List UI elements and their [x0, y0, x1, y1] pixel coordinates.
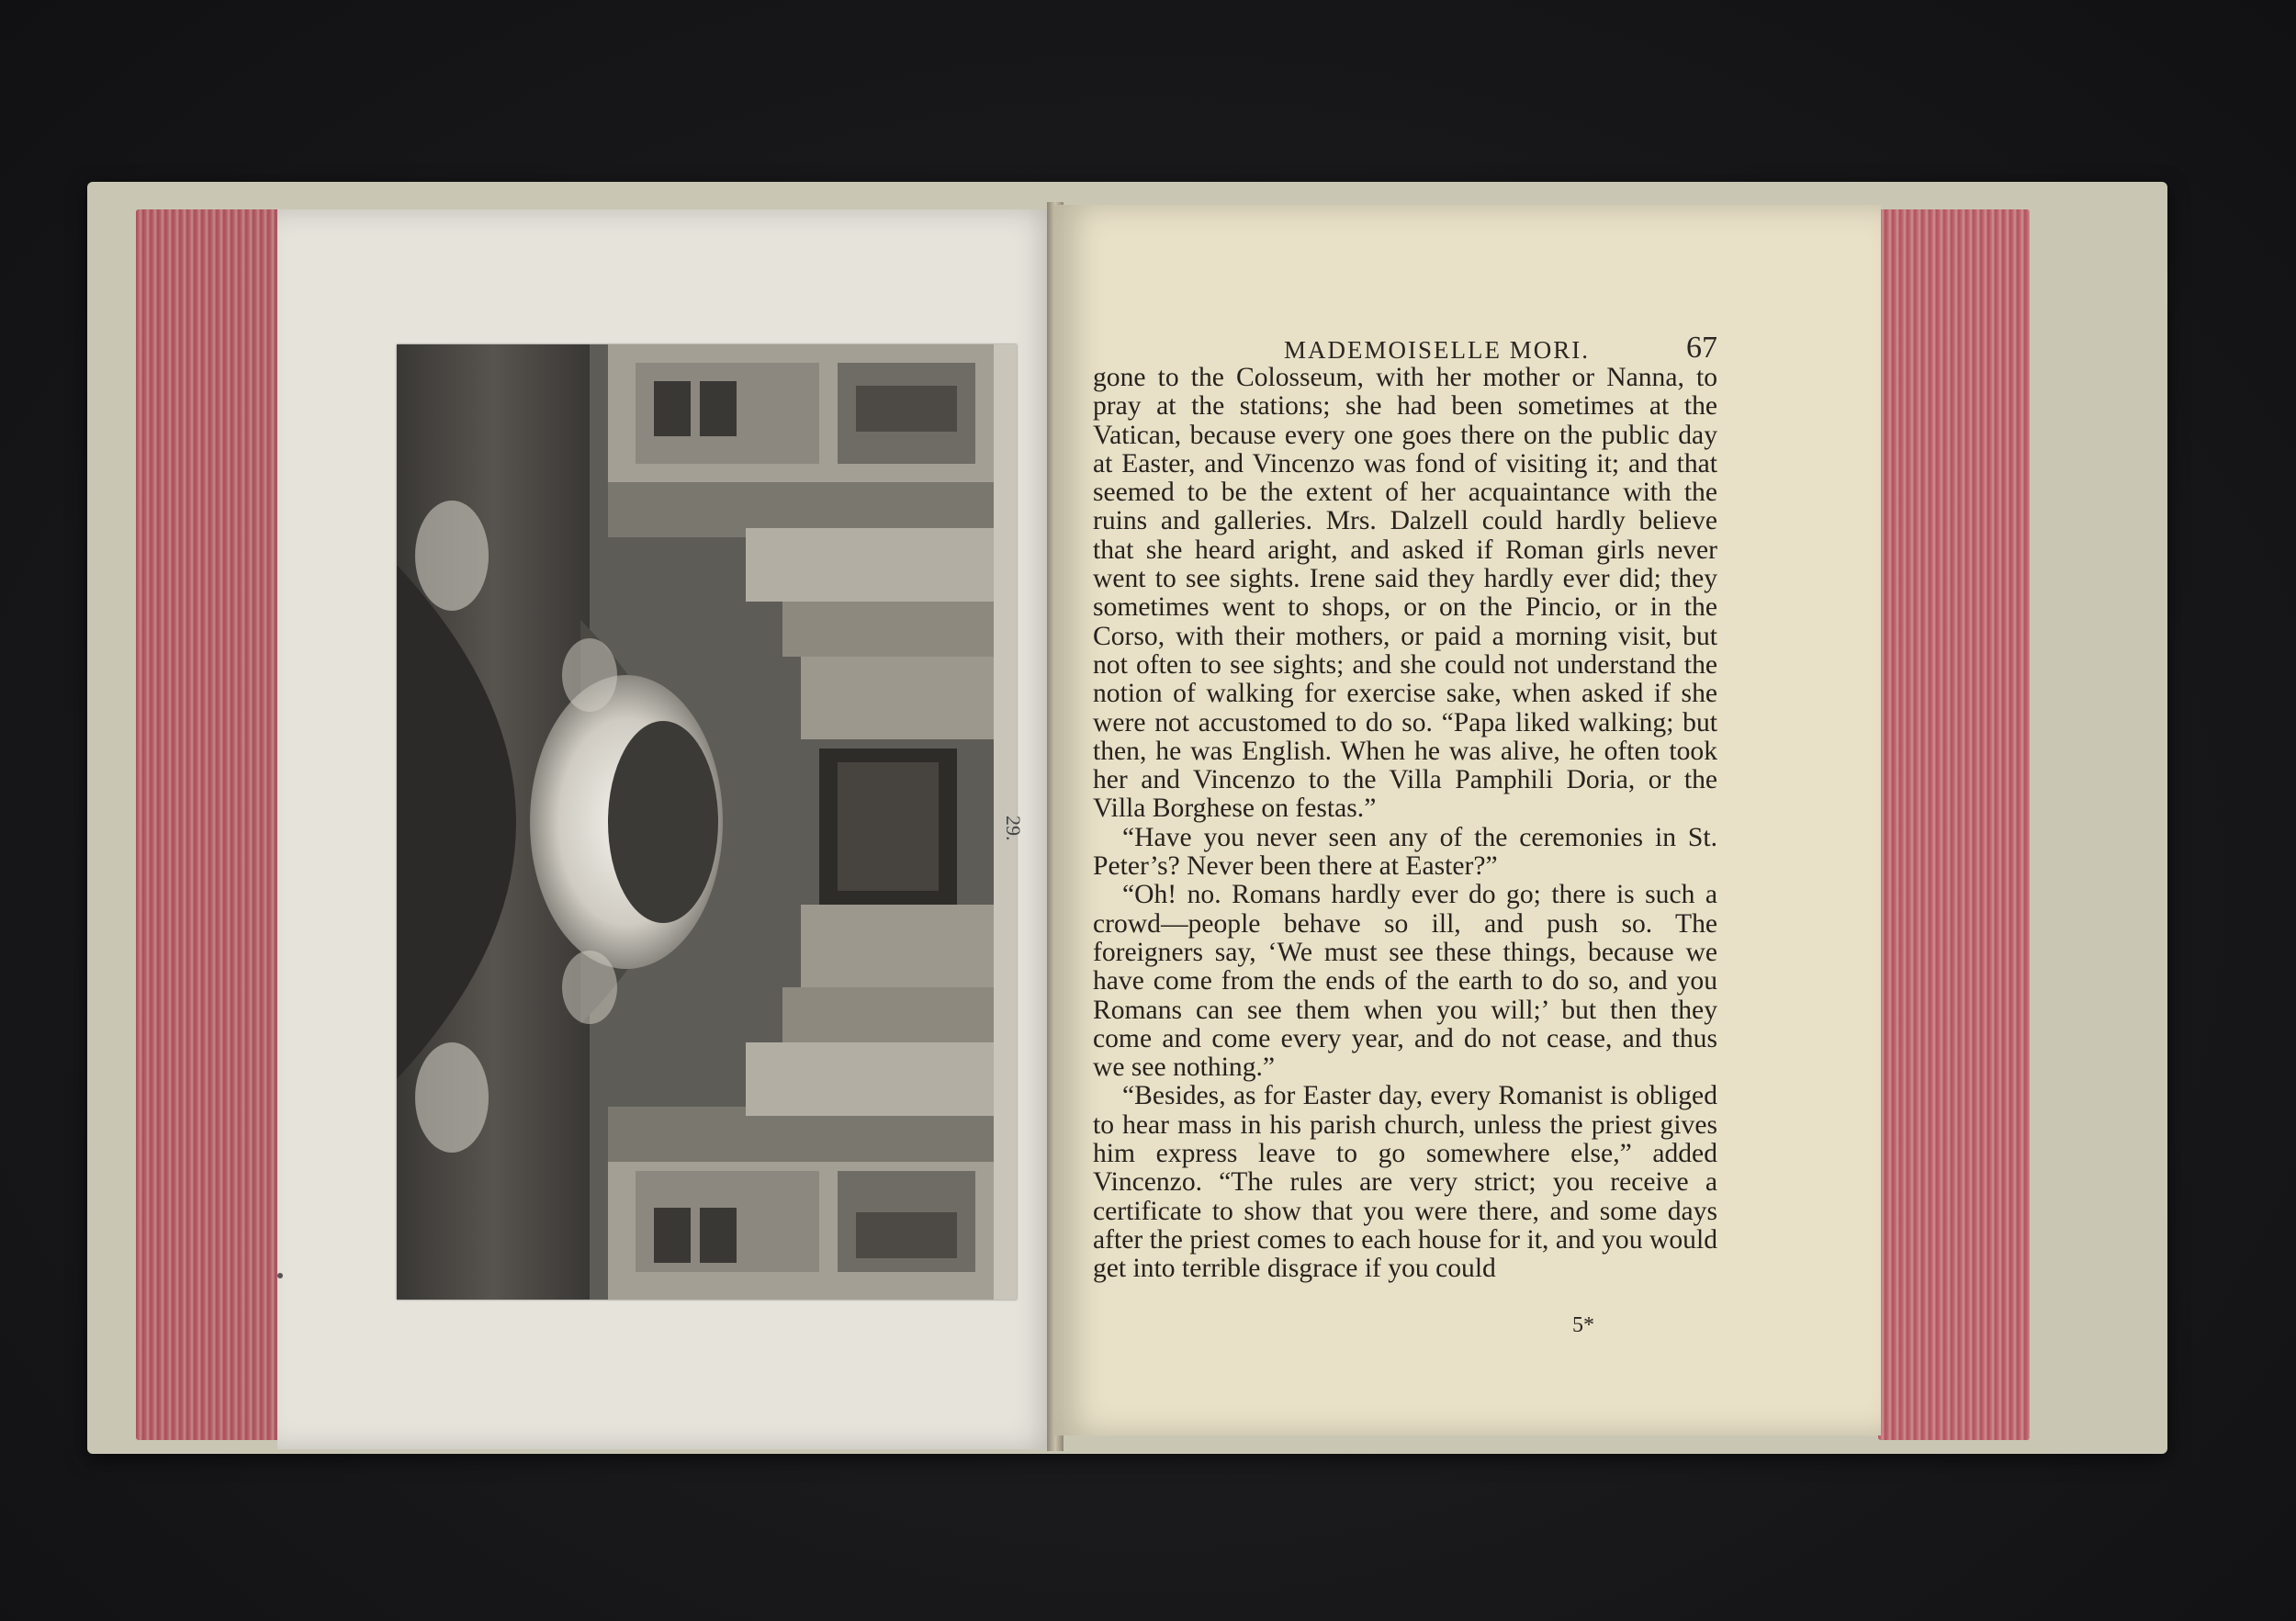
paragraph: “Have you never seen any of the ceremonies in St. Peter’s? Never been there at Easter?” — [1093, 822, 1717, 882]
plate-number: 29. — [1002, 816, 1025, 841]
paragraph: “Oh! no. Romans hardly ever do go; there is such a crowd—people behave so ill, and push so. The foreigners say, ‘We must see these things, because we have come from the ends of the earth to do so, and you Romans can see them when you will;’ but then they come and come every year, and do not cease, and thus we see nothing.” — [1093, 880, 1717, 1083]
photograph-plate — [397, 344, 1017, 1300]
signature-mark: 5* — [1572, 1313, 1594, 1337]
page-number: 67 — [1686, 331, 1717, 365]
page-edges-right — [1878, 209, 2030, 1440]
body-text — [1093, 364, 1717, 1284]
basilica-interior-photo — [397, 344, 1017, 1300]
page-edges-left — [136, 209, 283, 1440]
paragraph: gone to the Colosseum, with her mother or Nanna, to pray at the stations; she had been sometimes at the Vatican, because every one goes there on the public day at Easter, and Vincenzo was fond of visiting it; and that seemed to be the extent of her acquaintance with the ruins and galleries. Mrs. Dalzell could hardly believe that she heard aright, and asked if Roman girls never went to see sights. Irene said they hardly ever did; they sometimes went to shops, or on the Pincio, or in the Corso, with their mothers, or paid a morning visit, but not often to see sights; and she could not understand the notion of walking for exercise sake, when asked if she were not accustomed to do so. “Papa liked walking; but then, he was English. When he was alive, he often took her and Vincenzo to the Villa Pamphili Doria, or the Villa Borghese on festas.” — [1093, 363, 1717, 824]
running-header: MADEMOISELLE MORI. — [1284, 336, 1590, 364]
paragraph: “Besides, as for Easter day, every Romanist is obliged to hear mass in his parish church, unless the priest gives him express leave to go somewhere else,” added Vincenzo. “The rules are very strict; you receive a certificate to show that you were there, and some days after the priest comes to each house for it, and you would get into terrible disgrace if you could — [1093, 1081, 1717, 1284]
paper-speck — [277, 1273, 283, 1278]
